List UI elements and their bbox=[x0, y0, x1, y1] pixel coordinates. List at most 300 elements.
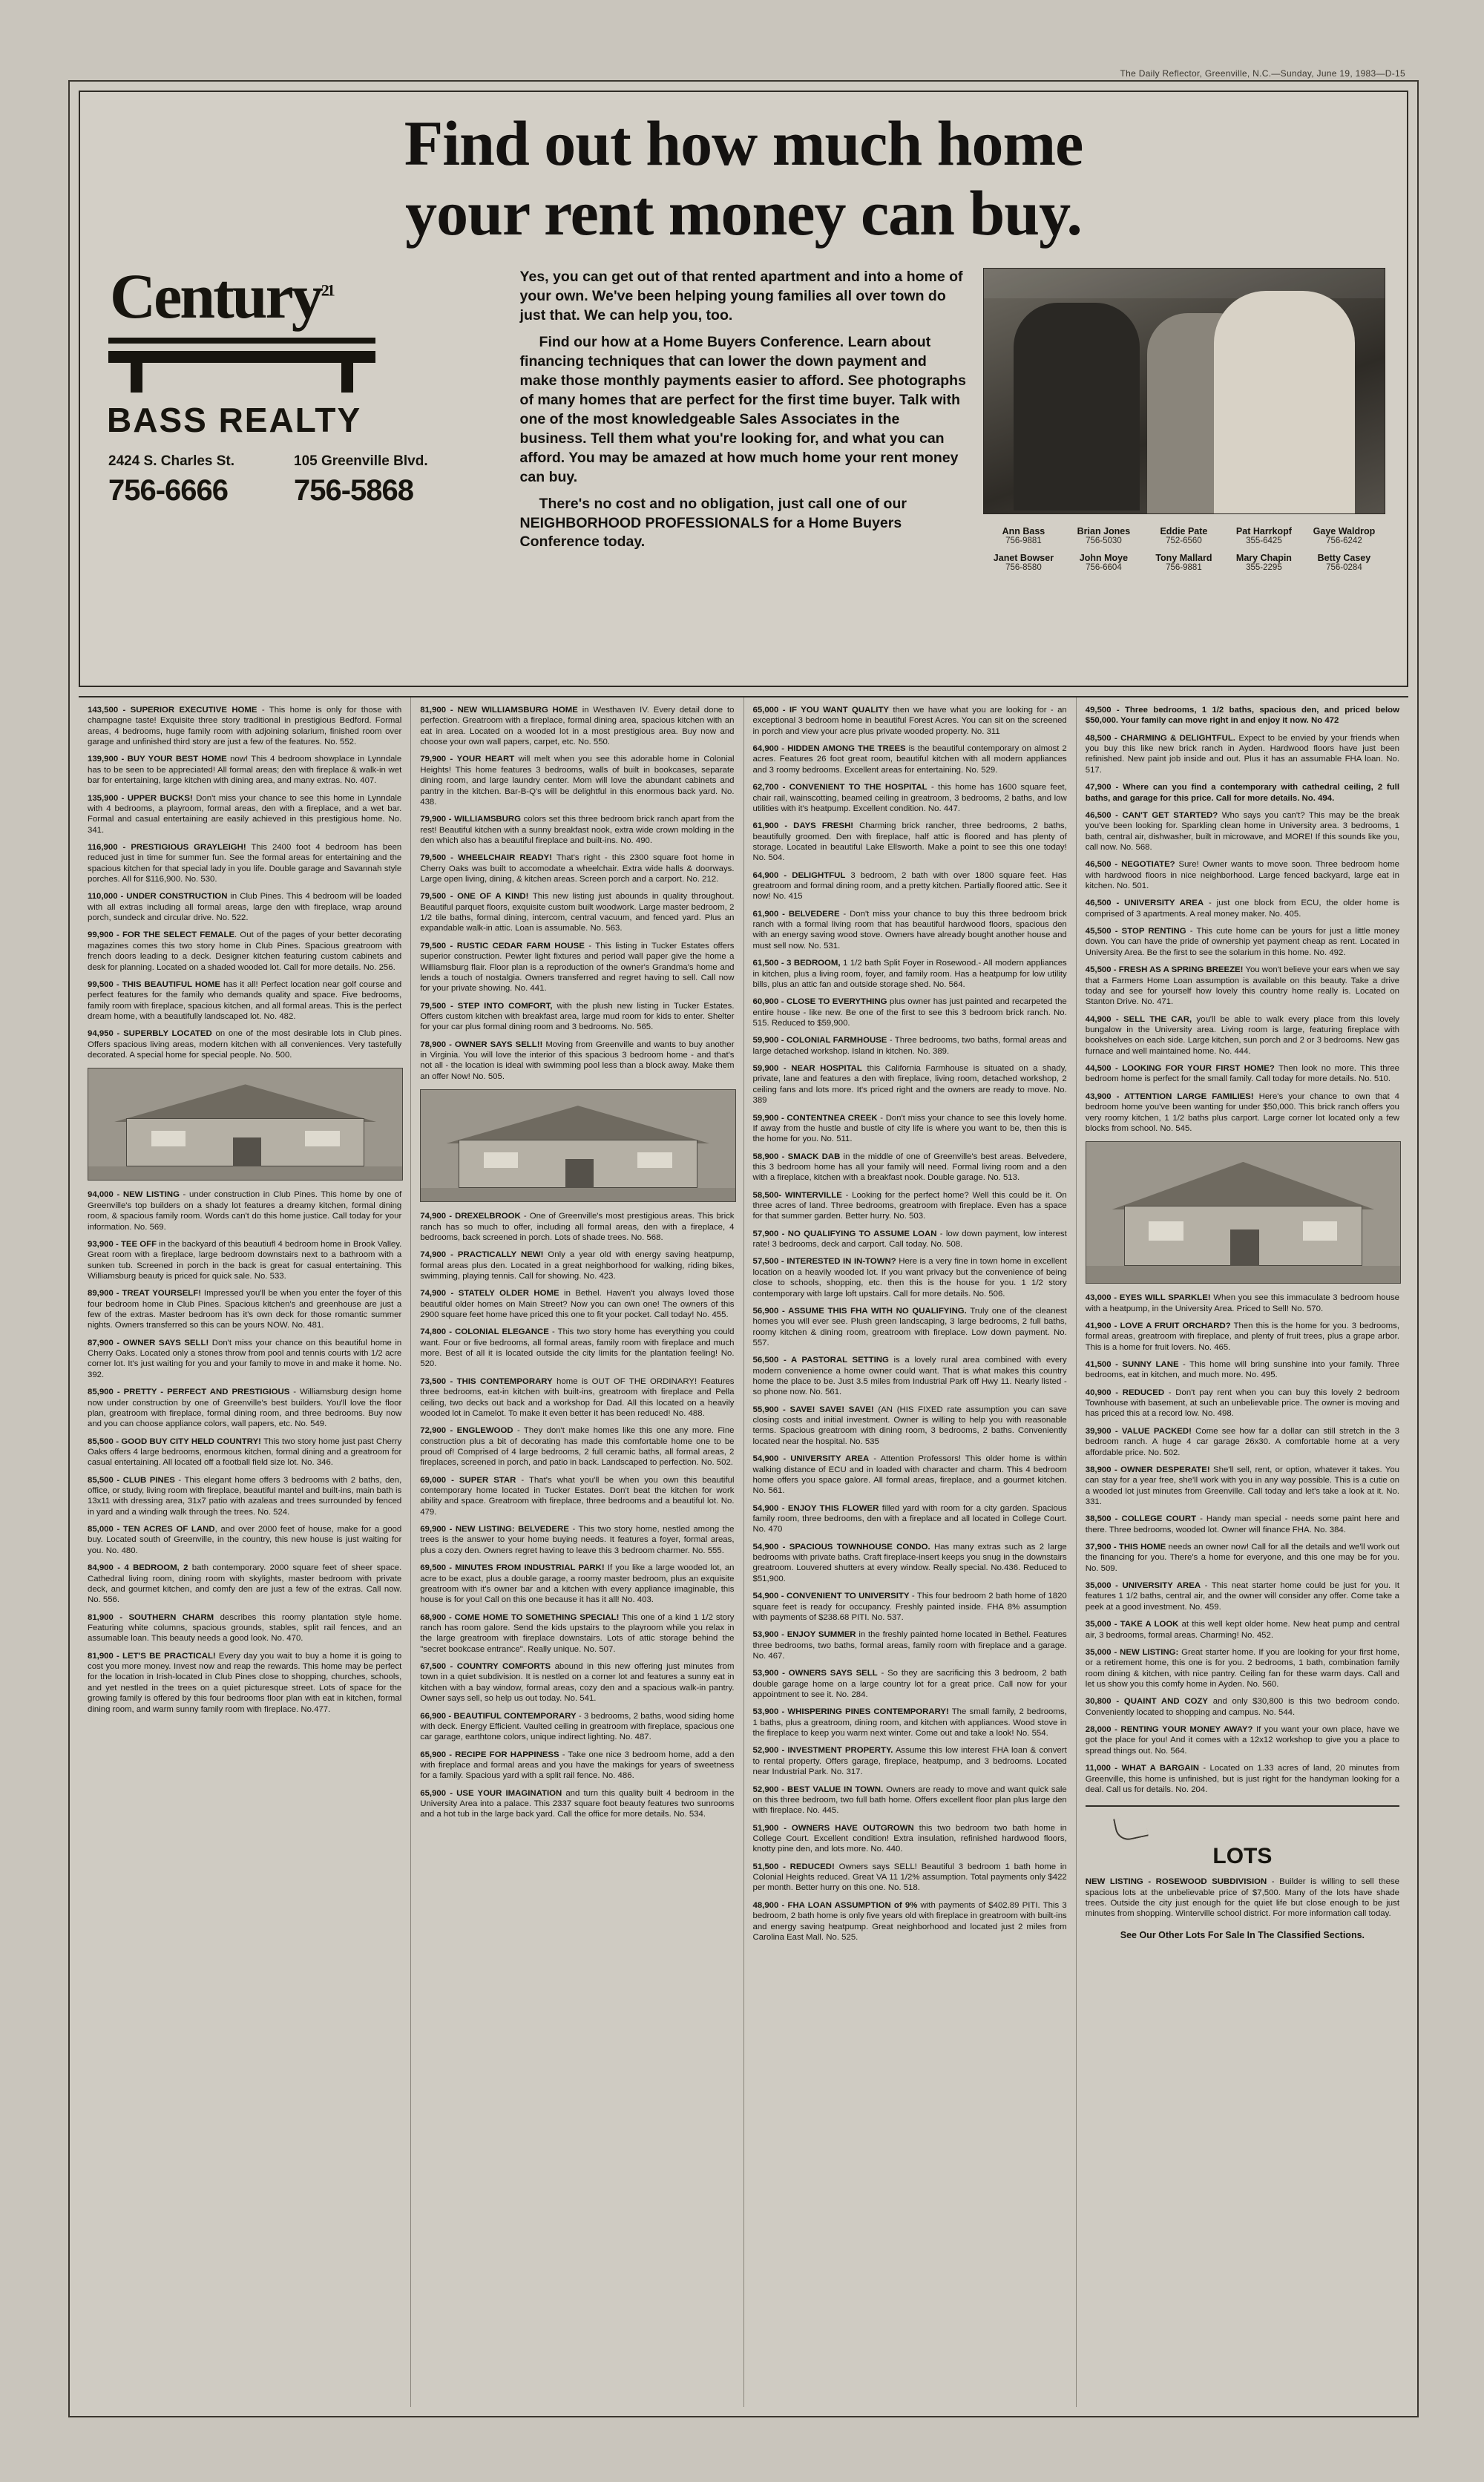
listing-ad bbox=[753, 821, 1067, 863]
listing-ad bbox=[753, 1591, 1067, 1623]
listing-ad bbox=[420, 1288, 734, 1320]
listing-ad bbox=[753, 1823, 1067, 1855]
listings-column-2 bbox=[411, 697, 743, 2407]
listing-ad bbox=[1086, 1763, 1399, 1795]
listing-ad bbox=[420, 1563, 734, 1605]
photo-window-right bbox=[637, 1152, 672, 1168]
listing-ad bbox=[753, 1862, 1067, 1894]
listing-price-heading: 81,900 - LET'S BE PRACTICAL! bbox=[88, 1651, 216, 1661]
listings-area bbox=[79, 696, 1408, 2407]
office-2-phone[interactable]: 756-5868 bbox=[294, 473, 414, 507]
listing-description: - Don't miss your chance to see this lovely home. If away from the hustle and bustle of city life is where you want to be, then this is the home for you. No. 511. bbox=[752, 1113, 1067, 1144]
listing-ad bbox=[753, 1629, 1067, 1661]
listing-ad bbox=[420, 1524, 734, 1556]
photo-ground bbox=[88, 1166, 402, 1180]
listing-description: has it all! Perfect location near golf course and perfect features for the family who demands quality and space. Five bedrooms, family room with fireplace, spacious kitchen, and all formal areas. This is the perfect dream home, with a beautifully landscaped lot. No. 482. bbox=[88, 979, 402, 1021]
listing-ad bbox=[88, 1651, 401, 1715]
listing-price-heading: 116,900 - PRESTIGIOUS GRAYLEIGH! bbox=[88, 842, 246, 852]
listing-ad bbox=[753, 1256, 1067, 1299]
lots-footer-note: See Our Other Lots For Sale In The Classified Sections. bbox=[1120, 1929, 1365, 1940]
listing-ad bbox=[753, 1355, 1067, 1397]
listing-price-heading: 67,500 - COUNTRY COMFORTS bbox=[420, 1662, 551, 1672]
listing-ad bbox=[1086, 1647, 1399, 1690]
listing-description: - under construction in Club Pines. This home by one of Greenville's top builders on a shady lot features a dreamy kitchen, formal dining room, & spacious family room. Words can't do this home justice. Call today for your information. No. 569. bbox=[88, 1190, 402, 1232]
listing-description: - So they are sacrificing this 3 bedroom, 2 bath double garage home on a large country lot for a great price. Call now for your appointment to see it. No. 284. bbox=[752, 1669, 1067, 1700]
listing-ad bbox=[753, 743, 1067, 775]
agent-7-phone: 756-9881 bbox=[1166, 563, 1202, 573]
listing-price-heading: 38,500 - COLLEGE COURT bbox=[1085, 1514, 1197, 1524]
agent-1-name: Brian Jones bbox=[1077, 526, 1131, 537]
header-ad-box bbox=[79, 91, 1408, 687]
listing-description: describes this roomy plantation style home. Featuring white columns, spacious grounds, stables, split rail fences, and an assumable loan. This beauty needs a good look. No. 470. bbox=[88, 1612, 402, 1644]
listing-price-heading: 45,500 - FRESH AS A SPRING BREEZE! bbox=[1085, 965, 1244, 975]
listings-column-4 bbox=[1077, 697, 1408, 2407]
listing-description: in the freshly painted home located in Bethel. Features three bedrooms, two baths, formal areas, family room with fireplace and a garage. No. 467. bbox=[752, 1630, 1067, 1661]
listing-price-heading: 41,500 - SUNNY LANE bbox=[1085, 1360, 1179, 1370]
listing-description: Owners are ready to move and want quick sale on this three bedroom, two full bath home. Offers excellent floor plan plus large den with fireplace. No. 445. bbox=[752, 1785, 1067, 1816]
listing-description: Expect to be envied by your friends when you buy this like new brick ranch in Ayden. Hardwood floors have just been refinished. New paint job inside and out. Plus it has an assumable FHA loan. No. 517. bbox=[1085, 733, 1399, 775]
listing-ad bbox=[420, 853, 734, 884]
agent-0 bbox=[983, 526, 1063, 545]
listing-description: - That's what you'll be when you own this beautiful contemporary home located in Tucker Estates. Don't beat the kitchen for work ability and space. Greatroom with fireplace, three bedrooms and a beautiful lot. No. 479. bbox=[420, 1475, 735, 1517]
listing-price-heading: 78,900 - OWNER SAYS SELL!! bbox=[420, 1040, 543, 1049]
century21-wordmark bbox=[110, 260, 504, 332]
listing-description: - just one block from ECU, the older home is comprised of 3 apartments. A real money maker. No. 405. bbox=[1085, 899, 1400, 919]
listing-ad bbox=[420, 1711, 734, 1743]
photo-window-left bbox=[484, 1152, 519, 1168]
listing-description: Assume this low interest FHA loan & convert to rental property. Offers garage, fireplace, heatpump, and 3 bedrooms. Located near Industrial Park. No. 317. bbox=[752, 1746, 1067, 1777]
listing-description: - This home is only for those with champagne taste! Exquisite three story traditional in prestigious Bedford. Formal areas, 4 bedrooms, huge family room with adjoining solarium, finished room over garage and unfinished third story are just a few of the features. No. 552. bbox=[88, 706, 402, 747]
agent-8 bbox=[1224, 553, 1304, 572]
photo-roof bbox=[114, 1084, 378, 1122]
listing-description: - This four bedroom 2 bath home of 1820 square feet is ready for occupancy. Freshly painted inside. FHA 8% assumption with payments of $238.68 PITI. No. 537. bbox=[752, 1592, 1067, 1622]
listing-ad bbox=[753, 1707, 1067, 1739]
house-photo bbox=[420, 1089, 735, 1202]
listing-price-heading: 51,500 - REDUCED! bbox=[752, 1862, 835, 1871]
listing-description: - Located on 1.33 acres of land, 20 minutes from Greenville, this home is unfinished, but is just right for the handyman looking for a deal. Call us for details. No. 204. bbox=[1085, 1764, 1400, 1794]
photo-window-right bbox=[1303, 1221, 1338, 1241]
listing-ad bbox=[753, 1454, 1067, 1496]
agent-4-name: Gaye Waldrop bbox=[1313, 526, 1376, 537]
listing-ad bbox=[88, 930, 401, 972]
listing-description: - This listing in Tucker Estates offers superior construction. Pewter light fixtures and period wall paper give the home a Williamsburg flair. Floor plan is a reproduction of the owner's Grandma's home and lends a touch of nostalgia. Owners transferred and regret having to sell. Call now for your private showing. No. 441. bbox=[420, 941, 735, 994]
listing-description: Owners says SELL! Beautiful 3 bedroom 1 bath home in Colonial Heights reduced. Great VA 11 1/2% assumption. Total payments only $422 per month. Better hurry on this one. No. 518. bbox=[752, 1862, 1067, 1893]
listing-ad bbox=[753, 782, 1067, 814]
listing-price-heading: 69,000 - SUPER STAR bbox=[420, 1475, 516, 1485]
listing-description: - One of Greenville's most prestigious areas. This brick ranch has so much to offer, including all formal areas, den with a fireplace, 4 bedrooms, back screened in porch. Lots of shade trees. No. 568. bbox=[420, 1212, 735, 1242]
listing-ad bbox=[88, 1387, 401, 1429]
listing-ad bbox=[1086, 1293, 1399, 1314]
listing-ad bbox=[753, 1229, 1067, 1250]
agent-2-name: Eddie Pate bbox=[1160, 526, 1208, 537]
agent-row-1 bbox=[983, 526, 1388, 545]
listing-price-heading: 52,900 - BEST VALUE IN TOWN. bbox=[752, 1785, 884, 1794]
agent-6 bbox=[1063, 553, 1143, 572]
listing-description: in the backyard of this beautiufl 4 bedroom home in Brook Valley. Great room with a fireplace, large bedroom downstairs next to a bathroom with a sunken tub. Screened in porch in the back is great for casual entertaining. This Williamsburg beauty is priced for quick sale. No. 533. bbox=[88, 1239, 402, 1281]
listing-description: - Looking for the perfect home? Well this could be it. On three acres of land. Three bedrooms, greatroom with fireplace. Even has a space for that summer garden. Better hurry. No. 503. bbox=[752, 1190, 1067, 1221]
photo-roof bbox=[1112, 1162, 1376, 1210]
listing-description: this California Farmhouse is situated on a shady, private, lane and features a den with fireplace, living room, detached workshop, 2 ceiling fans and lots more. It's priced right and the owners are ready to move. No. 389 bbox=[752, 1064, 1067, 1106]
listing-ad bbox=[1086, 1388, 1399, 1419]
office-2 bbox=[294, 453, 479, 508]
listing-price-heading: 84,900 - 4 BEDROOM, 2 bbox=[88, 1563, 188, 1573]
listing-price-heading: 73,500 - THIS CONTEMPORARY bbox=[420, 1376, 553, 1386]
listing-description: at this well kept older home. New heat pump and central air, 3 bedrooms, formal areas. Charming! No. 452. bbox=[1085, 1620, 1399, 1640]
agent-4-phone: 756-6242 bbox=[1326, 536, 1362, 546]
listing-description: - This neat starter home could be just for you. It features 1 1/2 baths, central air, and the owner will consider any offer. Come take a peek at a good investment. No. 459. bbox=[1085, 1581, 1399, 1612]
listing-description: - Don't pay rent when you can buy this lovely 2 bedroom Townhouse with basement, at such an unbelievable price. The owner is moving and has priced this at a record low. No. 498. bbox=[1085, 1388, 1399, 1419]
listing-description: Every day you wait to buy a home it is going to cost you more money. Invest now and reap the rewards. This home may be perfect for the location in Irish-located in Club Pines close to shopping, churches, schools, and yet nestled in the trees on a quiet picturesque street. Lots of space for the growing family is offered by this four bedrooms floor plan with eat in kitchen, formal dining room, and warm sunny family room with fireplace. No.477. bbox=[88, 1651, 402, 1714]
office-1-phone[interactable]: 756-6666 bbox=[108, 473, 229, 507]
conference-photo bbox=[983, 268, 1385, 514]
listing-ad bbox=[88, 1028, 401, 1060]
listing-description: , and over 2000 feet of house, make for a good buy. Located south of Greenville, in the country, this new house is just waiting for you. No. 480. bbox=[88, 1525, 402, 1555]
listing-price-heading: 93,900 - TEE OFF bbox=[88, 1239, 157, 1249]
listing-price-heading: 35,000 - TAKE A LOOK bbox=[1085, 1620, 1179, 1629]
masthead-line: The Daily Reflector, Greenville, N.C.—Sunday, June 19, 1983—D-15 bbox=[1120, 68, 1405, 79]
listing-description: Charming brick rancher, three bedrooms, 2 baths, beautifully groomed. Den with fireplace, half attic is floored and has plenty of storage. Located in beautiful Lake Ellsworth. Make a point to see this one today! No. 504. bbox=[752, 821, 1067, 863]
listing-description: you'll be able to walk every place from this lovely bungalow in the University area. Living room is large, featuring fireplace with bookshelves on each side. Large kitchen, sun porch and 2 or 3 bedrooms. New gas furnace and well maintained home. No. 444. bbox=[1085, 1014, 1399, 1056]
listing-price-heading: 79,500 - ONE OF A KIND! bbox=[420, 892, 529, 902]
listing-ad bbox=[420, 754, 734, 807]
listing-ad bbox=[1086, 965, 1399, 1007]
listing-price-heading: 64,900 - HIDDEN AMONG THE TREES bbox=[752, 744, 906, 754]
listing-price-heading: 43,000 - EYES WILL SPARKLE! bbox=[1085, 1293, 1211, 1303]
listing-description: Then look no more. This three bedroom home is perfect for the small family. Call today for more details. No. 510. bbox=[1085, 1064, 1400, 1084]
listing-price-heading: 94,950 - SUPERBLY LOCATED bbox=[88, 1029, 212, 1039]
listing-ad bbox=[420, 1475, 734, 1517]
listing-ad bbox=[420, 941, 734, 994]
agent-9 bbox=[1304, 553, 1384, 572]
listing-ad bbox=[753, 909, 1067, 951]
listing-description: This one of a kind 1 1/2 story ranch has room galore. Send the kids upstairs to the playroom while you relax in the large greatroom with fireplace downstairs. Lots of attic storage behind the "secret bookcase entrance". Really unique. No. 507. bbox=[420, 1612, 735, 1654]
listing-price-heading: 41,900 - LOVE A FRUIT ORCHARD? bbox=[1085, 1321, 1231, 1330]
copy-paragraph-2: Find our how at a Home Buyers Conference. Learn about financing techniques that can lower the down payment and make those monthly payments easier to afford. See photographs of many homes that are perfect for the first time buyer. Talk with one of the most knowledgeable Sales Associates in the business. Tell them what you're looking for, and what you can afford. You may be amazed at how much home your rent money can buy. bbox=[519, 334, 966, 485]
agent-6-name: John Moye bbox=[1079, 553, 1129, 564]
listing-description: in Club Pines. This 4 bedroom will be loaded with all extras including all formal areas, large den with fireplace, wrap around porch, sundeck and circular drive. No. 522. bbox=[88, 892, 402, 923]
listing-ad bbox=[1086, 705, 1399, 726]
listing-ad bbox=[1086, 1063, 1399, 1085]
listing-price-heading: 65,900 - USE YOUR IMAGINATION bbox=[420, 1788, 562, 1798]
listing-ad bbox=[1086, 810, 1399, 853]
listing-description: Truly one of the cleanest homes you will ever see. Plush green landscaping, 3 large bedrooms, 2 full baths, roomy kitchen & dining room, greatroom with fireplace. Low down payment. No. 557. bbox=[752, 1306, 1067, 1347]
office-2-address: 105 Greenville Blvd. bbox=[294, 453, 428, 469]
listing-ad bbox=[88, 979, 401, 1022]
listing-description: Don't miss your chance to see this home in Lynndale with 4 bedrooms, a playroom, formal areas, den with a fireplace, and a wet bar. Formal and casual entertaining are easily achieved in this prestigious home. No. 341. bbox=[88, 793, 402, 835]
headline-line-1: Find out how much home bbox=[404, 108, 1083, 179]
listing-price-heading: 44,500 - LOOKING FOR YOUR FIRST HOME? bbox=[1085, 1064, 1275, 1074]
listing-description: - They don't make homes like this one any more. Fine construction plus a bit of decorating has made this comfortable home one to be proud of! Comprised of 4 large bedrooms, 2 full ceramic baths, all formal areas, 2 fireplaces, screened in porch, and patio in back. Landscaped to perfection. No. 502. bbox=[420, 1426, 735, 1468]
listing-ad bbox=[753, 870, 1067, 902]
agent-5 bbox=[983, 553, 1063, 572]
listing-ad bbox=[1086, 1426, 1399, 1458]
listing-price-heading: 48,900 - FHA LOAN ASSUMPTION of 9% bbox=[752, 1900, 918, 1910]
listing-price-heading: 43,900 - ATTENTION LARGE FAMILIES! bbox=[1085, 1091, 1254, 1101]
listing-description: Don't miss your chance on this beautiful home in Cherry Oaks. Located only a stones throw from pool and tennis courts with 1/2 acre corner lot. It's just waiting for you and your family to move in and make it home. No. 392. bbox=[88, 1338, 402, 1379]
listing-ad bbox=[1086, 1514, 1399, 1535]
listing-ad bbox=[1086, 1580, 1399, 1612]
listing-description: - low down payment, low interest rate! 3 bedrooms, deck and carport. Call today. No. 508. bbox=[752, 1229, 1067, 1250]
photo-block bbox=[983, 268, 1388, 572]
listing-description: and turn this quality built 4 bedroom in the University Area into a palace. This 2337 square foot beauty features two sunrooms and a hot tub in the large back yard. Call the office for more details. No. 534. bbox=[420, 1788, 735, 1819]
listing-ad bbox=[88, 1288, 401, 1330]
lots-title: LOTS bbox=[1212, 1844, 1273, 1869]
listing-price-heading: 57,500 - INTERESTED IN IN-TOWN? bbox=[752, 1257, 896, 1267]
listing-price-heading: 139,900 - BUY YOUR BEST HOME bbox=[88, 755, 227, 764]
listing-ad bbox=[420, 1040, 734, 1082]
listing-ad bbox=[88, 1475, 401, 1517]
logo-century-text: Century bbox=[110, 260, 321, 332]
listing-ad bbox=[1086, 1014, 1399, 1057]
agency-name: BASS REALTY bbox=[107, 400, 362, 439]
listing-ad bbox=[753, 1900, 1067, 1943]
listing-price-heading: 74,800 - COLONIAL ELEGANCE bbox=[420, 1327, 549, 1337]
listing-ad bbox=[420, 1661, 734, 1704]
listing-price-heading: 87,900 - OWNER SAYS SELL! bbox=[88, 1338, 209, 1347]
listing-description: The small family, 2 bedrooms, 1 baths, plus a greatroom, dining room, and kitchen with appliances. Wood stove in the fireplace to keep you warm next winter. Come out and take a look! No. 554. bbox=[752, 1707, 1067, 1739]
agent-9-phone: 756-0284 bbox=[1326, 563, 1362, 573]
ribbon-right-leg bbox=[341, 363, 353, 393]
listing-description: with the plush new listing in Tucker Estates. Offers custom kitchen with breakfast area, large mud room for kids to enter. Shelter for your car plus formal dining room and 3 bedrooms. No. 565. bbox=[420, 1001, 735, 1032]
listing-price-heading: 65,000 - IF YOU WANT QUALITY bbox=[752, 706, 890, 715]
listing-description: This two story home just past Cherry Oaks offers 4 large bedrooms, enormous kitchen, formal dining and a greatroom for casual entertaining. All located off a football field size lot. No. 346. bbox=[88, 1437, 402, 1468]
listing-price-heading: 59,900 - NEAR HOSPITAL bbox=[752, 1064, 862, 1074]
agent-row-2 bbox=[983, 553, 1388, 572]
listing-price-heading: 44,900 - SELL THE CAR, bbox=[1085, 1014, 1192, 1024]
listing-description: is the beautiful contemporary on almost 2 acres. Features 26 foot great room, beautiful kitchen with all modern appliances and 3 roomy bedrooms. Excellent areas for entertaining. No. 529. bbox=[752, 744, 1067, 775]
agent-1-phone: 756-5030 bbox=[1086, 536, 1122, 546]
agent-9-name: Betty Casey bbox=[1317, 553, 1371, 564]
listing-description: Here's your chance to own that 4 bedroom home you've been wanting for under $50,000. This brick ranch offers you very roomy kitchen, 1 1/2 baths plus carport. Large corner lot located only a few blocks from school. No. 545. bbox=[1085, 1091, 1399, 1133]
copy-paragraph-1: Yes, you can get out of that rented apartment and into a home of your own. We've been helping young families all over town do just that. We can help you, too. bbox=[519, 269, 963, 324]
header-columns bbox=[80, 260, 1407, 573]
listing-price-heading: 35,000 - NEW LISTING: bbox=[1085, 1647, 1179, 1657]
listing-description: Only a year old with energy saving heatpump, formal areas plus den. Located in a great neighborhood for walking, riding bikes, swimming, playing tennis. Call for showing. No. 423. bbox=[420, 1250, 735, 1281]
listing-description: - This elegant home offers 3 bedrooms with 2 baths, den, office, or study, living room with fireplace, beautiful mantel and built-ins, main bath is 13x11 with dressing area, 31x7 patio with azaleas and trees surrounded by fenced in yard and a winding walk through the trees. No. 524. bbox=[88, 1475, 402, 1517]
photo-roof bbox=[446, 1106, 710, 1143]
agent-3-name: Pat Harrkopf bbox=[1235, 526, 1292, 537]
listing-price-heading: 46,500 - CAN'T GET STARTED? bbox=[1085, 810, 1218, 820]
agent-5-name: Janet Bowser bbox=[993, 553, 1054, 564]
listing-description: plus owner has just painted and recarpeted the entire house - like new. Be one of the first to see this 3 bedroom brick ranch. No. 515. Reduced to $59,900. bbox=[752, 997, 1067, 1028]
listing-ad bbox=[1086, 1696, 1399, 1718]
listing-ad bbox=[753, 1668, 1067, 1700]
listing-description: (AN (HIS FIXED rate assumption you can save closing costs and initial investment. Owner is willing to help you with reasonable terms. Spacious greatroom with dining room, 3 bedrooms, 2 baths. Conveniently located near the hospital. No. 535 bbox=[752, 1405, 1067, 1446]
listing-description: 3 bedroom, 2 bath with over 1800 square feet. Has greatroom and formal dining room, and a pretty kitchen. Partially floored attic. See it now! No. 415 bbox=[752, 870, 1067, 902]
listing-description: You won't believe your ears when we say that a Farmers Home Loan assumption is available on this beauty. Take a drive today and see for yourself how lovely this country home really is. Located on Stanton Drive. No. 471. bbox=[1085, 965, 1399, 1007]
listing-description: - Take one nice 3 bedroom home, add a den with fireplace and formal areas and you have the makings for years of sweetness for a family. Spacious yard with a split rail fence. No. 486. bbox=[420, 1750, 735, 1781]
listing-description: Sure! Owner wants to move soon. Three bedroom home with hardwood floors in nice neighborhood. Large fenced backyard, large eat in kitchen. No. 501. bbox=[1085, 860, 1399, 891]
listing-description: If you like a large wooded lot, an acre to be exact, plus a double garage, a roomy master bedroom, plus an exquisite greatroom with it's owner bar and a kitchen with every appliance imaginable, this house is for you! Call on this one because it has it all! No. 403. bbox=[420, 1563, 735, 1605]
listing-ad bbox=[1086, 1619, 1399, 1641]
listing-price-heading: 59,900 - CONTENTNEA CREEK bbox=[752, 1113, 878, 1123]
listing-description: this two bedroom two bath home in College Court. Excellent condition! Extra insulation, refinished hardwood floors, knotty pine den, and lots more. No. 440. bbox=[752, 1823, 1067, 1854]
listing-price-heading: 85,900 - PRETTY - PERFECT AND PRESTIGIOUS bbox=[88, 1388, 290, 1397]
listing-ad bbox=[420, 1327, 734, 1369]
ad-page bbox=[68, 68, 1419, 2417]
listing-price-heading: 79,500 - WHEELCHAIR READY! bbox=[420, 853, 553, 863]
listing-ad bbox=[88, 1437, 401, 1468]
listing-ad bbox=[1086, 1359, 1399, 1381]
house-photo bbox=[88, 1068, 403, 1181]
listing-ad bbox=[420, 1376, 734, 1419]
listing-ad bbox=[1086, 859, 1399, 891]
listing-ad bbox=[420, 705, 734, 747]
listing-description: Come see how far a dollar can still stretch in the 3 bedroom ranch. A huge 4 car garage 26x30. A comfortable home at a very affordable price. No. 502. bbox=[1085, 1426, 1399, 1457]
agent-7 bbox=[1143, 553, 1224, 572]
listing-price-heading: 74,900 - STATELY OLDER HOME bbox=[420, 1289, 559, 1299]
listing-ad bbox=[420, 1211, 734, 1243]
listing-description: Great starter home. If you are looking for your first home, or a retirement home, this one is for you. 2 bedrooms, 1 bath, combination family room dining & kitchen, with nice pantry. Ceiling fan for these warm days. Call and let us show you this comfy home in Ayden. No. 560. bbox=[1085, 1647, 1399, 1689]
listing-ad bbox=[420, 891, 734, 933]
agent-0-name: Ann Bass bbox=[1002, 526, 1045, 537]
listing-description: - Don't miss your chance to buy this three bedroom brick ranch with a formal living room that has beautiful hardwood floors, spacious den with an energy saving wood stove. Owners have already bought another house and must sell now. No. 531. bbox=[752, 909, 1067, 951]
listing-description: This new listing just abounds in quality throughout. Beautiful parquet floors, exquisite custom built woodwork. Large master bedroom, 2 1/2 tile baths, formal dining, intercom, central vacuum, and fenced yard. Plus an expandable walk-in attic. Loan is assumable. No. 563. bbox=[420, 892, 735, 933]
listing-price-heading: 51,900 - OWNERS HAVE OUTGROWN bbox=[752, 1823, 914, 1833]
listing-price-heading: 35,000 - UNIVERSITY AREA bbox=[1085, 1581, 1201, 1591]
listing-description: Who says you can't? This may be the break you've been looking for. Sparkling clean home in University area. 3 bedrooms, 1 bath, central air, dishwasher, built in microwave, and MORE! If this sounds like you, call now. No. 568. bbox=[1085, 810, 1400, 852]
agent-3 bbox=[1224, 526, 1304, 545]
listing-ad bbox=[88, 1612, 401, 1644]
listing-price-heading: 66,900 - BEAUTIFUL CONTEMPORARY bbox=[420, 1711, 577, 1721]
listing-price-heading: 79,900 - YOUR HEART bbox=[420, 755, 515, 764]
listing-ad bbox=[1086, 926, 1399, 958]
century21-ribbon-mark bbox=[108, 330, 375, 393]
logo-21-text: 21 bbox=[321, 280, 333, 300]
agent-3-phone: 355-6425 bbox=[1246, 536, 1282, 546]
listing-price-heading: 135,900 - UPPER BUCKS! bbox=[88, 793, 193, 803]
listing-ad bbox=[88, 1563, 401, 1605]
listing-description: - 3 bedrooms, 2 baths, wood siding home with deck. Energy Efficient. Vaulted ceiling in greatroom with fireplace, spacious one car garage, earthtone colors, unique indirect lighting. No. 487. bbox=[420, 1711, 735, 1742]
listing-description: home is OUT OF THE ORDINARY! Features three bedrooms, eat-in kitchen with built-ins, greatroom with fireplace and Pella ceiling, two decks out back and a workshop for Dad. All this located on a heavily wooded lot in Camelot. To make it even better it has been reduced! No. 488. bbox=[420, 1376, 735, 1418]
listing-price-heading: 61,900 - DAYS FRESH! bbox=[752, 821, 854, 831]
listing-price-heading: 79,500 - STEP INTO COMFORT, bbox=[420, 1001, 553, 1011]
listing-ad bbox=[88, 705, 401, 747]
listing-ad bbox=[1086, 1091, 1399, 1134]
listing-price-heading: 54,900 - UNIVERSITY AREA bbox=[752, 1454, 870, 1464]
listing-price-heading: 49,500 - Three bedrooms, 1 1/2 baths, spacious den, and priced below $50,000. Your family can move right in and enjoy it now. No 472 bbox=[1085, 706, 1399, 726]
listing-description: - Handy man special - needs some paint here and there. Three bedrooms, wooded lot. Owner will finance FHA. No. 384. bbox=[1085, 1514, 1399, 1534]
listing-price-heading: 55,900 - SAVE! SAVE! SAVE! bbox=[752, 1405, 874, 1414]
listing-price-heading: 45,500 - STOP RENTING bbox=[1085, 927, 1186, 936]
listing-price-heading: 85,500 - GOOD BUY CITY HELD COUNTRY! bbox=[88, 1437, 261, 1446]
listing-ad bbox=[753, 1190, 1067, 1222]
listing-description: When you see this immaculate 3 bedroom house with a heatpump, in the University Area. Priced to Sell! No. 570. bbox=[1085, 1293, 1399, 1313]
agent-0-phone: 756-9881 bbox=[1005, 536, 1042, 546]
ribbon-top-line bbox=[108, 338, 375, 344]
listing-ad bbox=[753, 1405, 1067, 1447]
listing-price-heading: 53,900 - ENJOY SUMMER bbox=[752, 1630, 856, 1640]
listing-price-heading: 46,500 - NEGOTIATE? bbox=[1085, 860, 1175, 870]
headline bbox=[80, 92, 1407, 249]
listing-ad bbox=[420, 1425, 734, 1468]
listing-ad bbox=[1086, 782, 1399, 804]
listing-description: Then this is the home for you. 3 bedrooms, formal areas, greatroom with fireplace, and plenty of fruit trees, plus a grape arbor. This is a home for fruit lovers. No. 465. bbox=[1085, 1321, 1399, 1352]
listing-price-heading: 48,500 - CHARMING & DELIGHTFUL. bbox=[1085, 733, 1235, 743]
listing-description: Impressed you'll be when you enter the foyer of this four bedroom home in Club Pines. Spacious kitchen's and greenhouse are just a few of the extras. Master bedroom has it's own deck for those romantic summer nights. Owners transferred so this can be yours NOW. No. 481. bbox=[88, 1289, 402, 1330]
listing-price-heading: 60,900 - CLOSE TO EVERYTHING bbox=[752, 997, 887, 1007]
photo-figure-2 bbox=[1214, 291, 1355, 513]
listing-description: needs an owner now! Call for all the details and we'll work out the financing for you. There's a home for everyone, and this one may be for you. No. 509. bbox=[1085, 1543, 1399, 1573]
listing-ad bbox=[753, 705, 1067, 737]
listing-ad bbox=[753, 1035, 1067, 1057]
listing-price-heading: 74,900 - DREXELBROOK bbox=[420, 1212, 521, 1221]
listing-description: Moving from Greenville and wants to buy another in Virginia. You will love the interior of this spacious 3 bedroom home - and that's not all - the location is ideal with swimming pool less than a block away. Make them an offer Now! No. 505. bbox=[420, 1040, 735, 1081]
listing-price-heading: 47,900 - Where can you find a contemporary with cathedral ceiling, 2 full baths, and garage for this price. Call for more details. No. 494. bbox=[1085, 783, 1399, 803]
listing-price-heading: 46,500 - UNIVERSITY AREA bbox=[1085, 899, 1204, 908]
listing-description: - Attention Professors! This older home is within walking distance of ECU and in loaded with character and charm. This 4 bedroom home offers you space galore. All formal areas, fireplace, and a gourmet kitchen. No. 561. bbox=[752, 1454, 1067, 1496]
agent-8-phone: 355-2295 bbox=[1246, 563, 1282, 573]
photo-ground bbox=[1086, 1266, 1400, 1283]
listing-description: will melt when you see this adorable home in Colonial Heights! This home features 3 bedrooms, walls of built in bookcases, separate dining room, and large laundry center. Mom will love the abundant cabinets and pantry in the kitchen. Bar-B-Q's will be delightful in this enormous back yard. No. 438. bbox=[420, 755, 735, 807]
listing-price-heading: 39,900 - VALUE PACKED! bbox=[1085, 1426, 1192, 1436]
listing-price-heading: 85,500 - CLUB PINES bbox=[88, 1475, 175, 1485]
body-copy bbox=[504, 268, 984, 572]
listing-price-heading: 85,000 - TEN ACRES OF LAND bbox=[88, 1525, 215, 1534]
listing-description: She'll sell, rent, or option, whatever it takes. You can stay for a year free, she'll work with you in any way possible. This is a cutie on a wooded lot just minutes from Greenville. Call today and let's take a look at it. No. 331. bbox=[1085, 1465, 1400, 1506]
listing-price-heading: 40,900 - REDUCED bbox=[1085, 1388, 1165, 1397]
century21-logo-block bbox=[99, 260, 504, 572]
listing-ad bbox=[420, 1250, 734, 1281]
listing-ad bbox=[753, 958, 1067, 990]
listing-price-heading: 58,900 - SMACK DAB bbox=[752, 1152, 841, 1161]
listing-ad bbox=[88, 1189, 401, 1232]
listing-price-heading: 58,500- WINTERVILLE bbox=[752, 1190, 842, 1200]
listing-ad bbox=[420, 1750, 734, 1782]
listing-description: This 2400 foot 4 bedroom has been reduced just in time for summer fun. See the formal areas for entertaining and the spacious kitchen for that special lady in you life. Double garage and Savannah style porches. All for $116,900. No. 530. bbox=[88, 842, 402, 884]
listing-price-heading: 61,500 - 3 BEDROOM, bbox=[752, 959, 841, 968]
listing-description: filled yard with room for a city garden. Spacious family room, three bedrooms, den with a fireplace and all located in College Court. No. 470 bbox=[752, 1503, 1067, 1534]
office-1 bbox=[108, 453, 294, 508]
listing-price-heading: 81,900 - SOUTHERN CHARM bbox=[88, 1612, 214, 1622]
listing-price-heading: 54,900 - CONVENIENT TO UNIVERSITY bbox=[752, 1592, 910, 1601]
listing-price-heading: 94,000 - NEW LISTING bbox=[88, 1190, 180, 1200]
listing-ad bbox=[88, 1239, 401, 1281]
listing-price-heading: 79,900 - WILLIAMSBURG bbox=[420, 815, 521, 824]
listing-ad bbox=[88, 1338, 401, 1380]
house-photo bbox=[1086, 1141, 1401, 1284]
listing-description: in the middle of one of Greenville's best areas. Belvedere, this 3 bedroom home has all your family will need. Formal living room and a den with a fireplace, kitchen with a breakfast nook. Double garage. No. 513. bbox=[752, 1152, 1067, 1183]
ribbon-bar bbox=[108, 351, 375, 363]
agent-1 bbox=[1063, 526, 1143, 545]
lots-listing bbox=[1086, 1877, 1399, 1919]
photo-window-left bbox=[151, 1131, 186, 1146]
listing-description: now! This 4 bedroom showplace in Lynndale has to be seen to be appreciated! All formal areas; den with fireplace & walk-in wet bar for entertaining, large kitchen with dining area, and many extras. No. 407. bbox=[88, 755, 402, 786]
listing-description: - This home will bring sunshine into your family. Three bedrooms, eat in kitchen, and much more. No. 495. bbox=[1085, 1360, 1399, 1380]
listing-description: - This two story home has everything you could want. Four or five bedrooms, all formal areas, family room with fireplace and much more. Best of all it is located outside the city limits for the plantation feeling! No. 520. bbox=[420, 1327, 735, 1369]
listing-description: - This cute home can be yours for just a little money down. You can have the pride of ownership yet payment cheap as rent. Located in University Area. Be the first to see the solarium in this home. No. 492. bbox=[1085, 927, 1399, 957]
listing-ad bbox=[88, 842, 401, 884]
lots-listing-heading: NEW LISTING - ROSEWOOD SUBDIVISION bbox=[1085, 1877, 1267, 1887]
listing-ad bbox=[753, 1503, 1067, 1535]
copy-paragraph-3: There's no cost and no obligation, just call one of our NEIGHBORHOOD PROFESSIONALS for a Home Buyers Conference today. bbox=[519, 495, 907, 551]
listing-ad bbox=[420, 1788, 734, 1820]
listing-description: - Three bedrooms, two baths, formal areas and large detached workshop. Island in kitchen. No. 389. bbox=[752, 1036, 1067, 1056]
listing-description: in Westhaven IV. Every detail done to perfection. Greatroom with a fireplace, formal dining area, spacious kitchen with an eat in area. Located on a wooded lot in a most prestigious area. Buy now and choose your own wall papers, carpet, etc. No. 550. bbox=[420, 706, 735, 747]
listing-price-heading: 62,700 - CONVENIENT TO THE HOSPITAL bbox=[752, 783, 928, 792]
listings-column-3 bbox=[744, 697, 1077, 2407]
listing-ad bbox=[753, 1113, 1067, 1145]
agent-4 bbox=[1304, 526, 1384, 545]
listing-description: - this home has 1600 square feet, chair rail, wainscotting, beamed ceiling in greatroom, 3 bedrooms, 2 baths, and low utilities with it's heatpump. Excellent condition. No. 447. bbox=[752, 783, 1067, 813]
listing-ad bbox=[1086, 1321, 1399, 1353]
office-1-address: 2424 S. Charles St. bbox=[108, 453, 235, 469]
photo-figure-1 bbox=[1014, 303, 1140, 510]
listing-price-heading: 89,900 - TREAT YOURSELF! bbox=[88, 1289, 202, 1299]
listing-ad bbox=[753, 1063, 1067, 1106]
listing-price-heading: 53,900 - WHISPERING PINES CONTEMPORARY! bbox=[752, 1707, 949, 1717]
listing-description: Has many extras such as 2 large bedrooms with private baths. Craft fireplace-insert keeps you snug in the downstairs greatroom. Louvered shutters at every window. Really special. No.436. Reduced to $51,900. bbox=[752, 1542, 1067, 1583]
